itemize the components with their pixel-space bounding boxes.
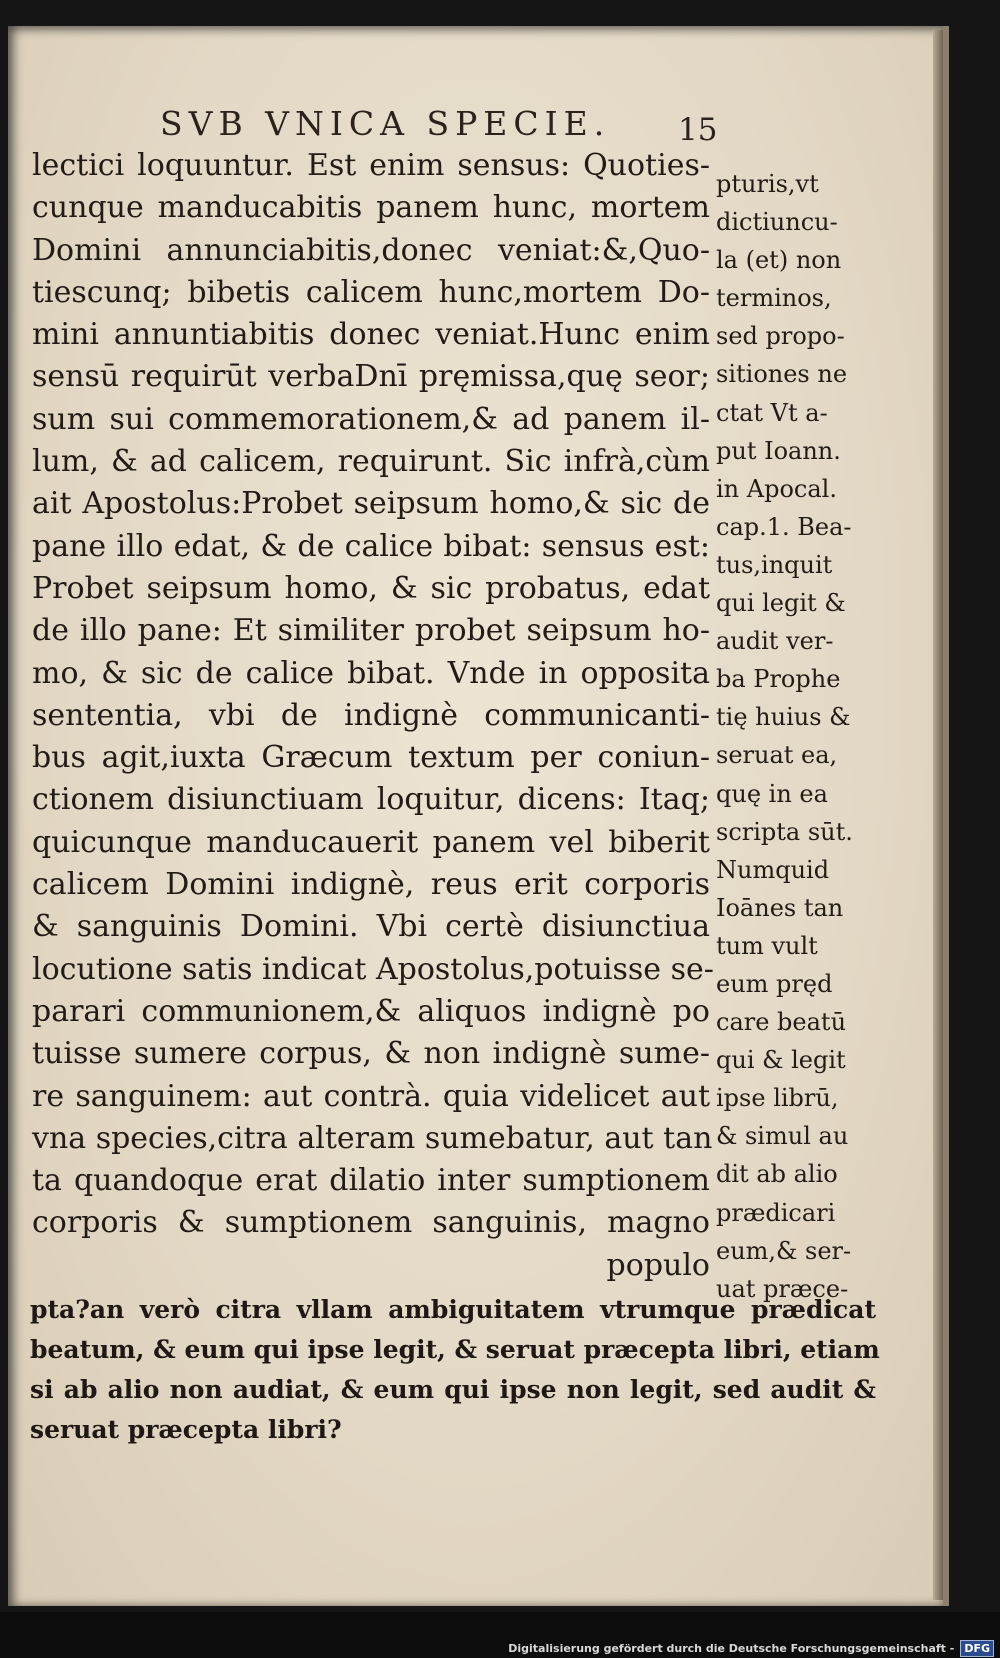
text-line: sensū requirūt verbaDnī pręmissa,quę seor; [32, 359, 710, 395]
text-line: vna species,citra alteram sumebatur, aut tan [32, 1120, 713, 1156]
margin-line: sed propo- [716, 322, 845, 351]
margin-line: tum vult [716, 931, 818, 960]
text-line: de illo pane: Et similiter probet seipsum ho- [32, 613, 710, 649]
text-line: ait Apostolus:Probet seipsum homo,& sic de [32, 486, 710, 522]
margin-line: uat præce- [716, 1274, 849, 1303]
margin-line: prædicari [716, 1198, 836, 1227]
text-line: lectici loquuntur. Est enim sensus: Quoties- [32, 148, 710, 183]
margin-line: pturis,vt [716, 170, 819, 198]
margin-line: dit ab alio [716, 1160, 838, 1189]
main-text-block [32, 145, 714, 1287]
margin-line: terminos, [716, 284, 832, 313]
margin-note [716, 165, 884, 1308]
text-line: mini annuntiabitis donec veniat.Hunc enim [32, 317, 710, 353]
text-line-catchword: populo [606, 1247, 710, 1283]
margin-line: tię huius & [716, 703, 851, 732]
text-line: & sanguinis Domini. Vbi certè disiunctiua [32, 909, 710, 945]
credit-text: Digitalisierung gefördert durch die Deutsche Forschungsgemeinschaft - [508, 1641, 955, 1655]
text-line: sententia, vbi de indignè communicanti- [32, 697, 710, 733]
margin-line: dictiuncu- [716, 208, 838, 237]
page-number: 15 [678, 112, 718, 148]
margin-line: sitiones ne [716, 360, 848, 389]
margin-line: ba Prophe [716, 665, 841, 694]
margin-line: care beatū [716, 1008, 847, 1037]
text-line: lum, & ad calicem, requirunt. Sic infrà,cùm [32, 444, 710, 480]
margin-line: Numquid [716, 855, 830, 884]
text-line: locutione satis indicat Apostolus,potuisse se- [32, 951, 714, 987]
text-line: tuisse sumere corpus, & non indignè sume- [32, 1036, 710, 1072]
footnote-line: pta?an verò citra vllam ambiguitatem vtrumque prædicat [30, 1295, 876, 1324]
margin-line: audit ver- [716, 627, 834, 656]
footnote-line: seruat præcepta libri? [30, 1415, 342, 1444]
margin-line: tus,inquit [716, 550, 833, 579]
margin-line: eum pręd [716, 969, 833, 998]
margin-line: seruat ea, [716, 741, 838, 770]
footnote-line: beatum, & eum qui ipse legit, & seruat præcepta libri, etiam [30, 1335, 880, 1364]
margin-line: ctat Vt a- [716, 398, 828, 427]
margin-line: la (et) non [716, 246, 842, 275]
margin-line: cap.1. Bea- [716, 512, 852, 541]
margin-line: scripta sūt. [716, 817, 853, 846]
text-line: cunque manducabitis panem hunc, mortem [32, 190, 710, 226]
text-line: Domini annunciabitis,donec veniat:&,Quo- [32, 232, 710, 268]
text-line: calicem Domini indignè, reus erit corporis [32, 867, 710, 903]
text-line: tiescunq; bibetis calicem hunc,mortem Do- [32, 274, 710, 310]
page-edge [933, 30, 943, 1600]
running-head: SVB VNICA SPECIE. [160, 104, 611, 143]
margin-line: qui legit & [716, 589, 846, 618]
margin-line: ipse librū, [716, 1084, 839, 1113]
text-line: re sanguinem: aut contrà. quia videlicet aut [32, 1078, 710, 1114]
margin-line: put Ioann. [716, 436, 841, 465]
digitization-credit [508, 1638, 994, 1658]
text-line: ctionem disiunctiuam loquitur, dicens: Itaq; [32, 782, 710, 818]
text-line: quicunque manducauerit panem vel biberit [32, 824, 710, 860]
margin-line: eum,& ser- [716, 1236, 852, 1265]
margin-line: quę in ea [716, 779, 828, 808]
text-line: Probet seipsum homo, & sic probatus, edat [32, 570, 710, 606]
text-line: bus agit,iuxta Græcum textum per coniun- [32, 740, 710, 776]
footnote-continuation [30, 1290, 880, 1450]
text-line: pane illo edat, & de calice bibat: sensus est: [32, 528, 710, 564]
margin-line: & simul au [716, 1122, 849, 1151]
text-line: ta quandoque erat dilatio inter sumptionem [32, 1163, 710, 1199]
footnote-line: si ab alio non audiat, & eum qui ipse non legit, sed audit & [30, 1375, 876, 1404]
text-line: sum sui commemorationem,& ad panem il- [32, 401, 710, 437]
dfg-logo: DFG [960, 1640, 994, 1657]
text-line: mo, & sic de calice bibat. Vnde in opposita [32, 655, 710, 691]
margin-line: in Apocal. [716, 474, 837, 503]
margin-line: qui & legit [716, 1046, 846, 1075]
text-line: corporis & sumptionem sanguinis, magno [32, 1205, 710, 1241]
text-line: parari communionem,& aliquos indignè po [32, 993, 710, 1029]
margin-line: Ioānes tan [716, 893, 844, 922]
